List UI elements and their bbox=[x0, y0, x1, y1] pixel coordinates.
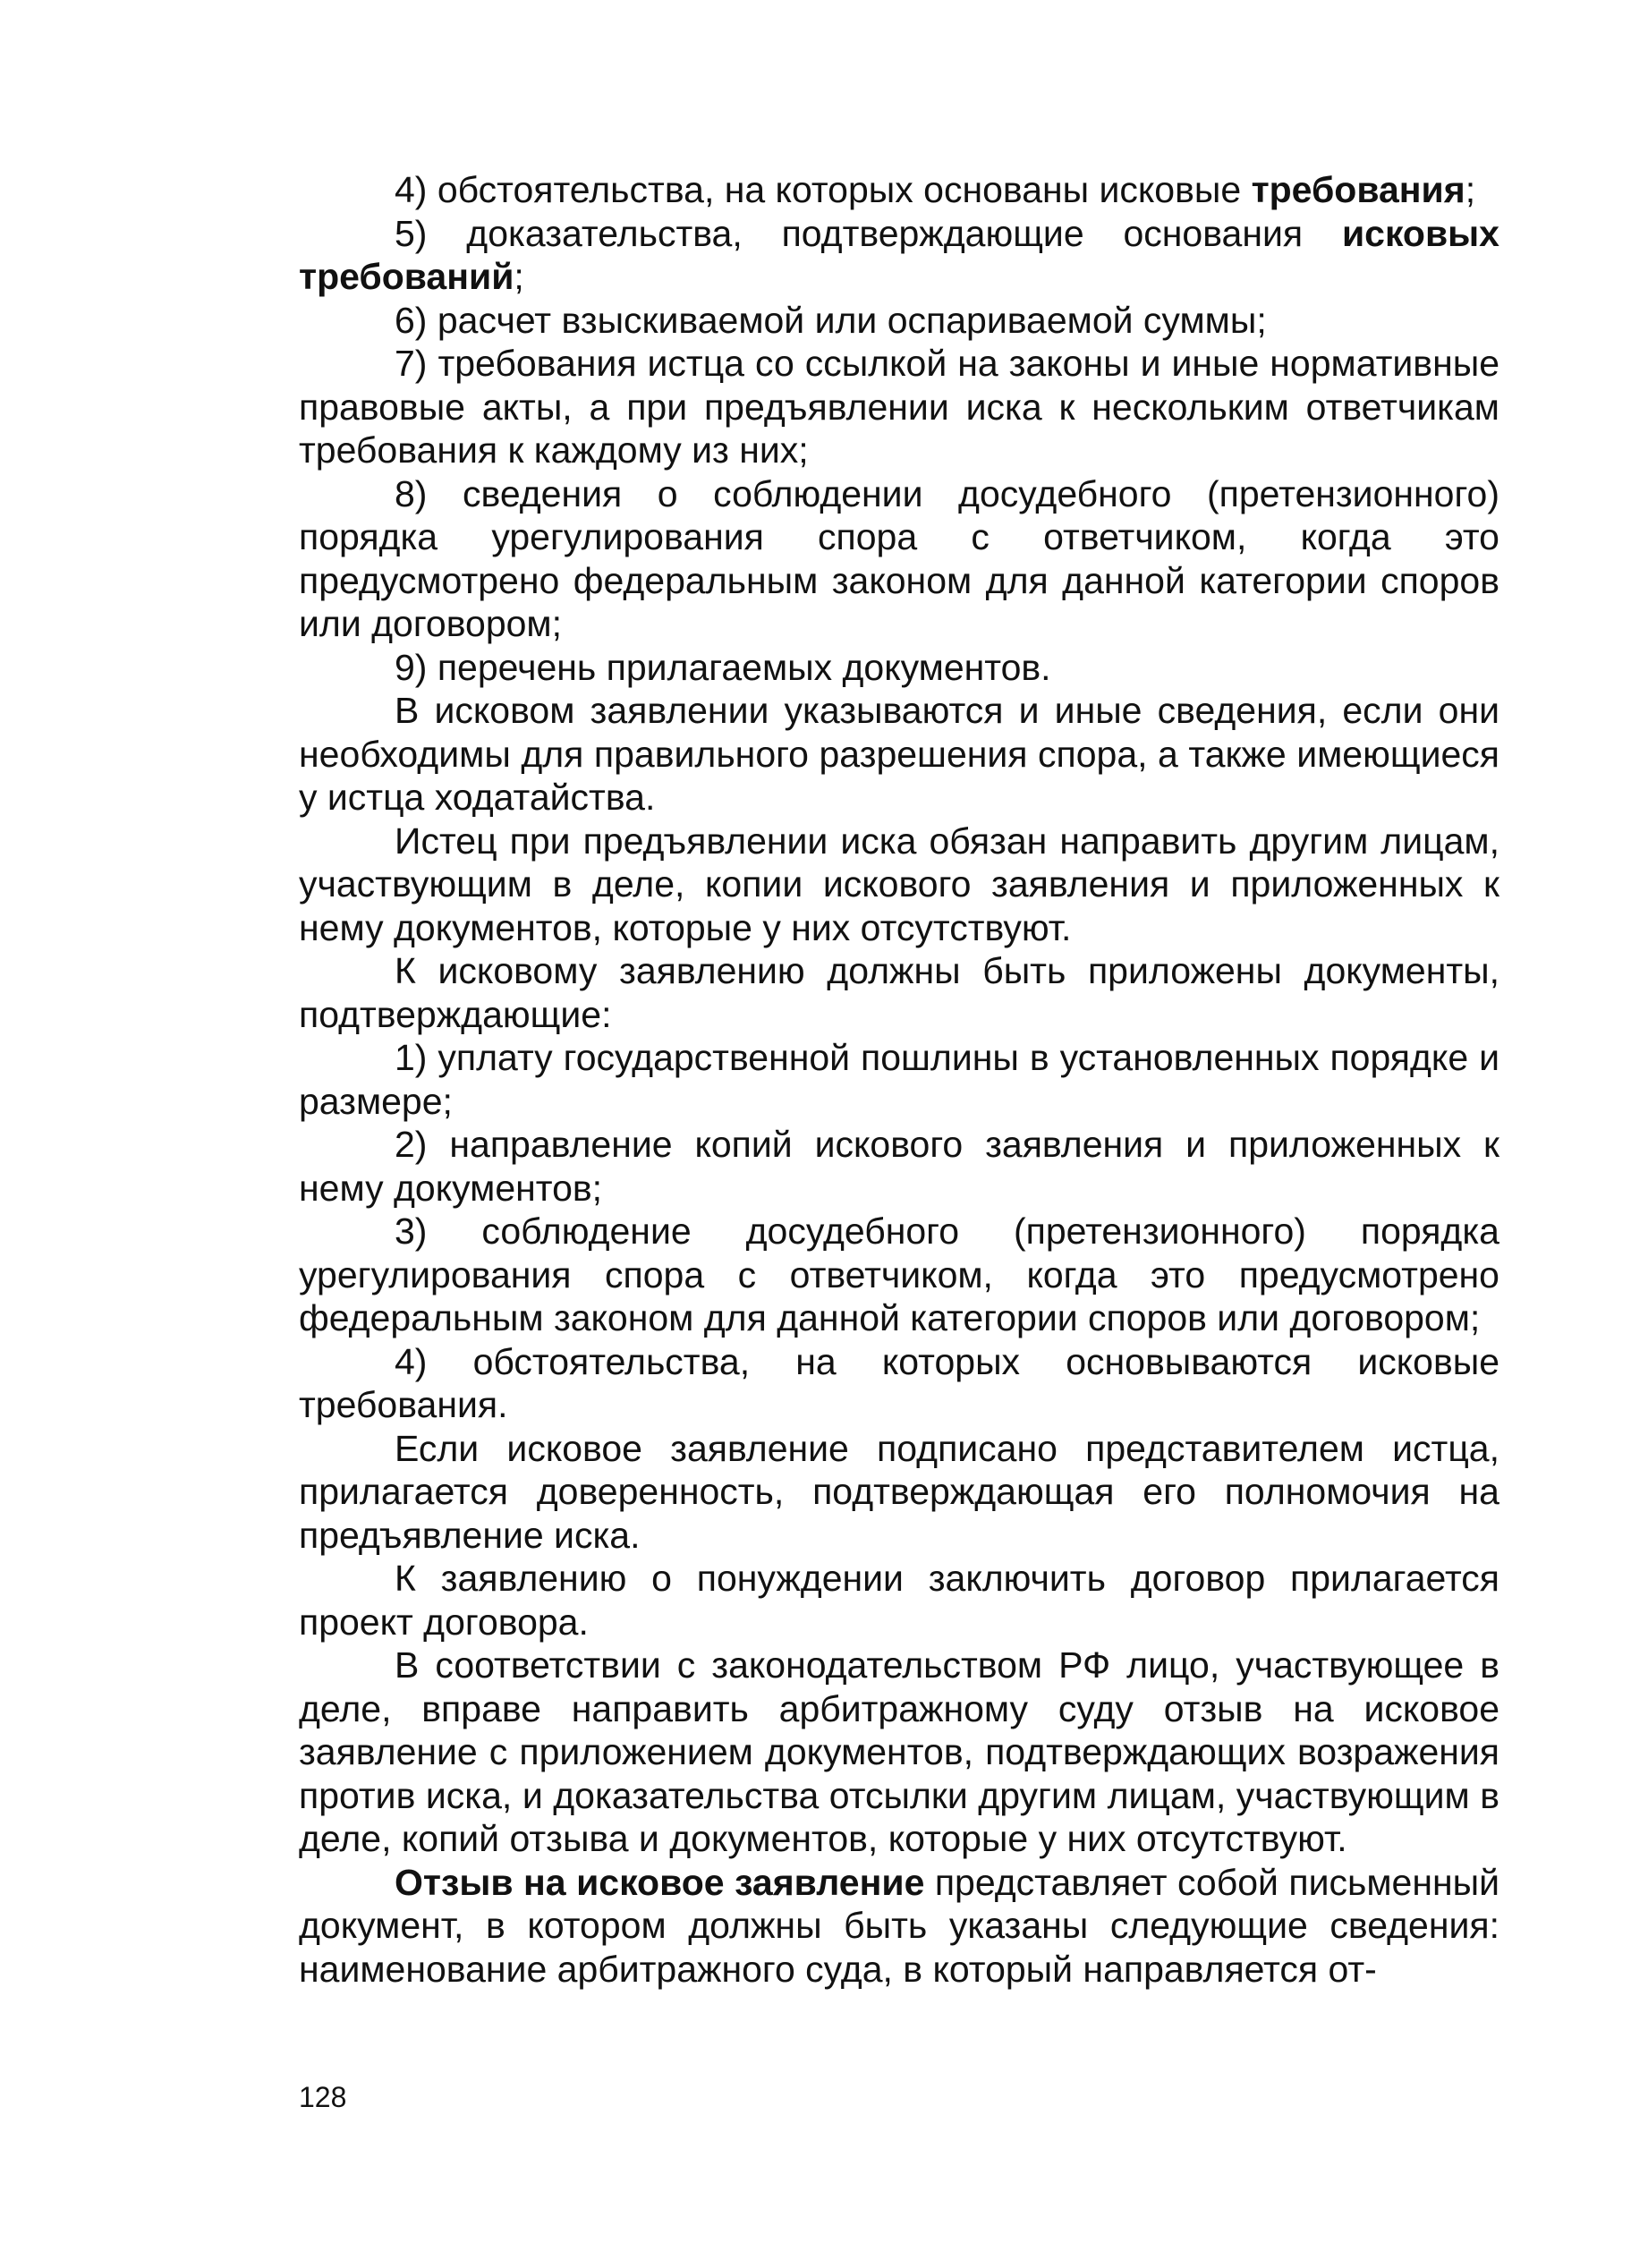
page-body bbox=[299, 168, 1499, 1991]
paragraph-16: В соответствии с законодательством РФ лицо, участвующее в деле, вправе направить арбитражному суду отзыв на исковое заявление с приложением документов, подтверждающих возражения против иска, и доказательства отсылки другим лицам, участвующим в деле, копий отзыва и документов, которые у них отсутствуют. bbox=[299, 1644, 1499, 1859]
paragraph-2: 5) доказательства, подтверждающие основания исковых требований; bbox=[299, 212, 1499, 297]
paragraph-9: К исковому заявлению должны быть приложены документы, подтверждающие: bbox=[299, 950, 1499, 1035]
paragraph-4: 7) требования истца со ссылкой на законы и иные нормативные правовые акты, а при предъявлении иска к нескольким ответчикам требования к каждому из них; bbox=[299, 343, 1499, 471]
paragraph-10: 1) уплату государственной пошлины в установленных порядке и размере; bbox=[299, 1037, 1499, 1122]
paragraph-17: Отзыв на исковое заявление представляет собой письменный документ, в котором должны быть указаны следующие сведения: наименование арбитражного суда, в который направляется от- bbox=[299, 1861, 1499, 1990]
paragraph-12: 3) соблюдение досудебного (претензионного) порядка урегулирования спора с ответчиком, когда это предусмотрено федеральным законом для данной категории споров или договором; bbox=[299, 1210, 1499, 1338]
paragraph-14: Если исковое заявление подписано представителем истца, прилагается доверенность, подтверждающая его полномочия на предъявление иска. bbox=[299, 1427, 1499, 1556]
paragraph-7: В исковом заявлении указываются и иные сведения, если они необходимы для правильного разрешения спора, а также имеющиеся у истца ходатайства. bbox=[299, 690, 1499, 818]
paragraph-5: 8) сведения о соблюдении досудебного (претензионного) порядка урегулирования спора с ответчиком, когда это предусмотрено федеральным законом для данной категории споров или договором; bbox=[299, 472, 1499, 644]
paragraph-3: 6) расчет взыскиваемой или оспариваемой суммы; bbox=[395, 299, 1267, 341]
paragraph-13: 4) обстоятельства, на которых основываются исковые требования. bbox=[299, 1340, 1499, 1425]
paragraph-8: Истец при предъявлении иска обязан направить другим лицам, участвующим в деле, копии искового заявления и приложенных к нему документов, которые у них отсутствуют. bbox=[299, 820, 1499, 948]
page-number: 128 bbox=[299, 2081, 347, 2113]
paragraph-11: 2) направление копий искового заявления и приложенных к нему документов; bbox=[299, 1124, 1499, 1209]
paragraph-15: К заявлению о понуждении заключить договор прилагается проект договора. bbox=[299, 1558, 1499, 1643]
paragraph-1: 4) обстоятельства, на которых основаны исковые требования; bbox=[395, 169, 1476, 210]
paragraph-6: 9) перечень прилагаемых документов. bbox=[395, 646, 1051, 688]
